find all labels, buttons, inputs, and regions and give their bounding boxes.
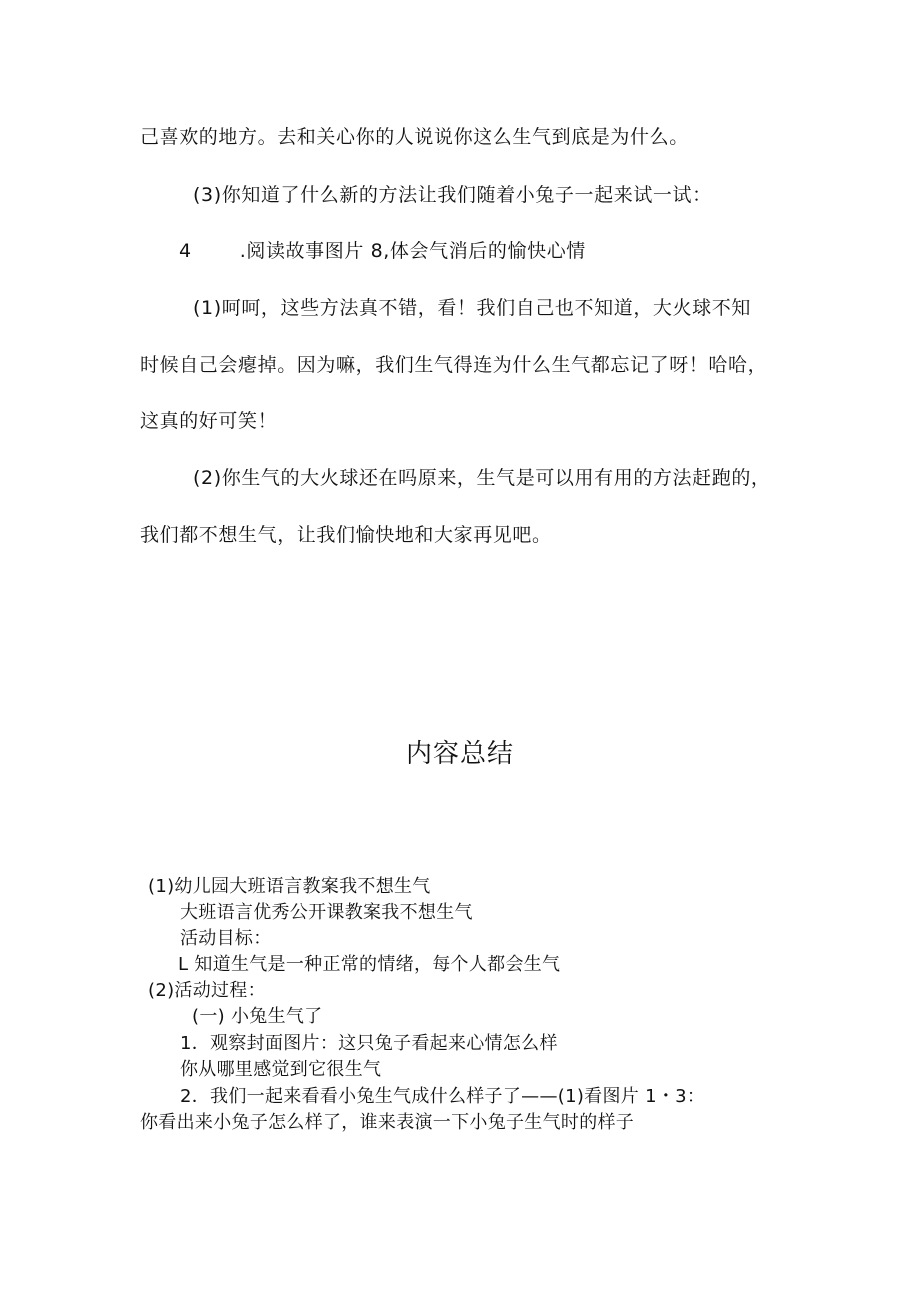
summary-line: 你看出来小兔子怎么样了，谁来表演一下小兔子生气时的样子 — [140, 1112, 635, 1133]
section-heading-text: .阅读故事图片 8,体会气消后的愉快心情 — [239, 240, 586, 262]
summary-line: 大班语言优秀公开课教案我不想生气 — [180, 902, 473, 923]
summary-line: L 知道生气是一种正常的情绪，每个人都会生气 — [178, 954, 561, 975]
summary-line: 1．观察封面图片：这只兔子看起来心情怎么样 — [180, 1033, 558, 1054]
summary-line: (一) 小兔生气了 — [192, 1006, 323, 1027]
paragraph-line: 这真的好可笑！ — [140, 410, 278, 432]
summary-line: (1)幼儿园大班语言教案我不想生气 — [148, 876, 431, 897]
summary-line: 活动目标： — [180, 928, 272, 949]
paragraph-line: 时候自己会瘪掉。因为嘛，我们生气得连为什么生气都忘记了呀！哈哈， — [140, 354, 768, 376]
summary-line: 你从哪里感觉到它很生气 — [180, 1059, 382, 1080]
paragraph-line: 己喜欢的地方。去和关心你的人说说你这么生气到底是为什么。 — [140, 126, 689, 148]
paragraph-line: 我们都不想生气，让我们愉快地和大家再见吧。 — [140, 524, 552, 546]
summary-title: 内容总结 — [405, 739, 514, 769]
section-number: 4 — [179, 240, 192, 262]
paragraph-line: (3)你知道了什么新的方法让我们随着小兔子一起来试一试： — [193, 184, 712, 206]
paragraph-line: (2)你生气的大火球还在吗原来，生气是可以用有用的方法赶跑的， — [193, 467, 771, 489]
paragraph-line: (1)呵呵，这些方法真不错，看！我们自己也不知道，大火球不知 — [193, 297, 751, 319]
summary-line: (2)活动过程： — [148, 980, 266, 1001]
section-heading — [179, 239, 586, 263]
summary-line: 2．我们一起来看看小兔生气成什么样子了——(1)看图片 1・3： — [180, 1086, 706, 1107]
